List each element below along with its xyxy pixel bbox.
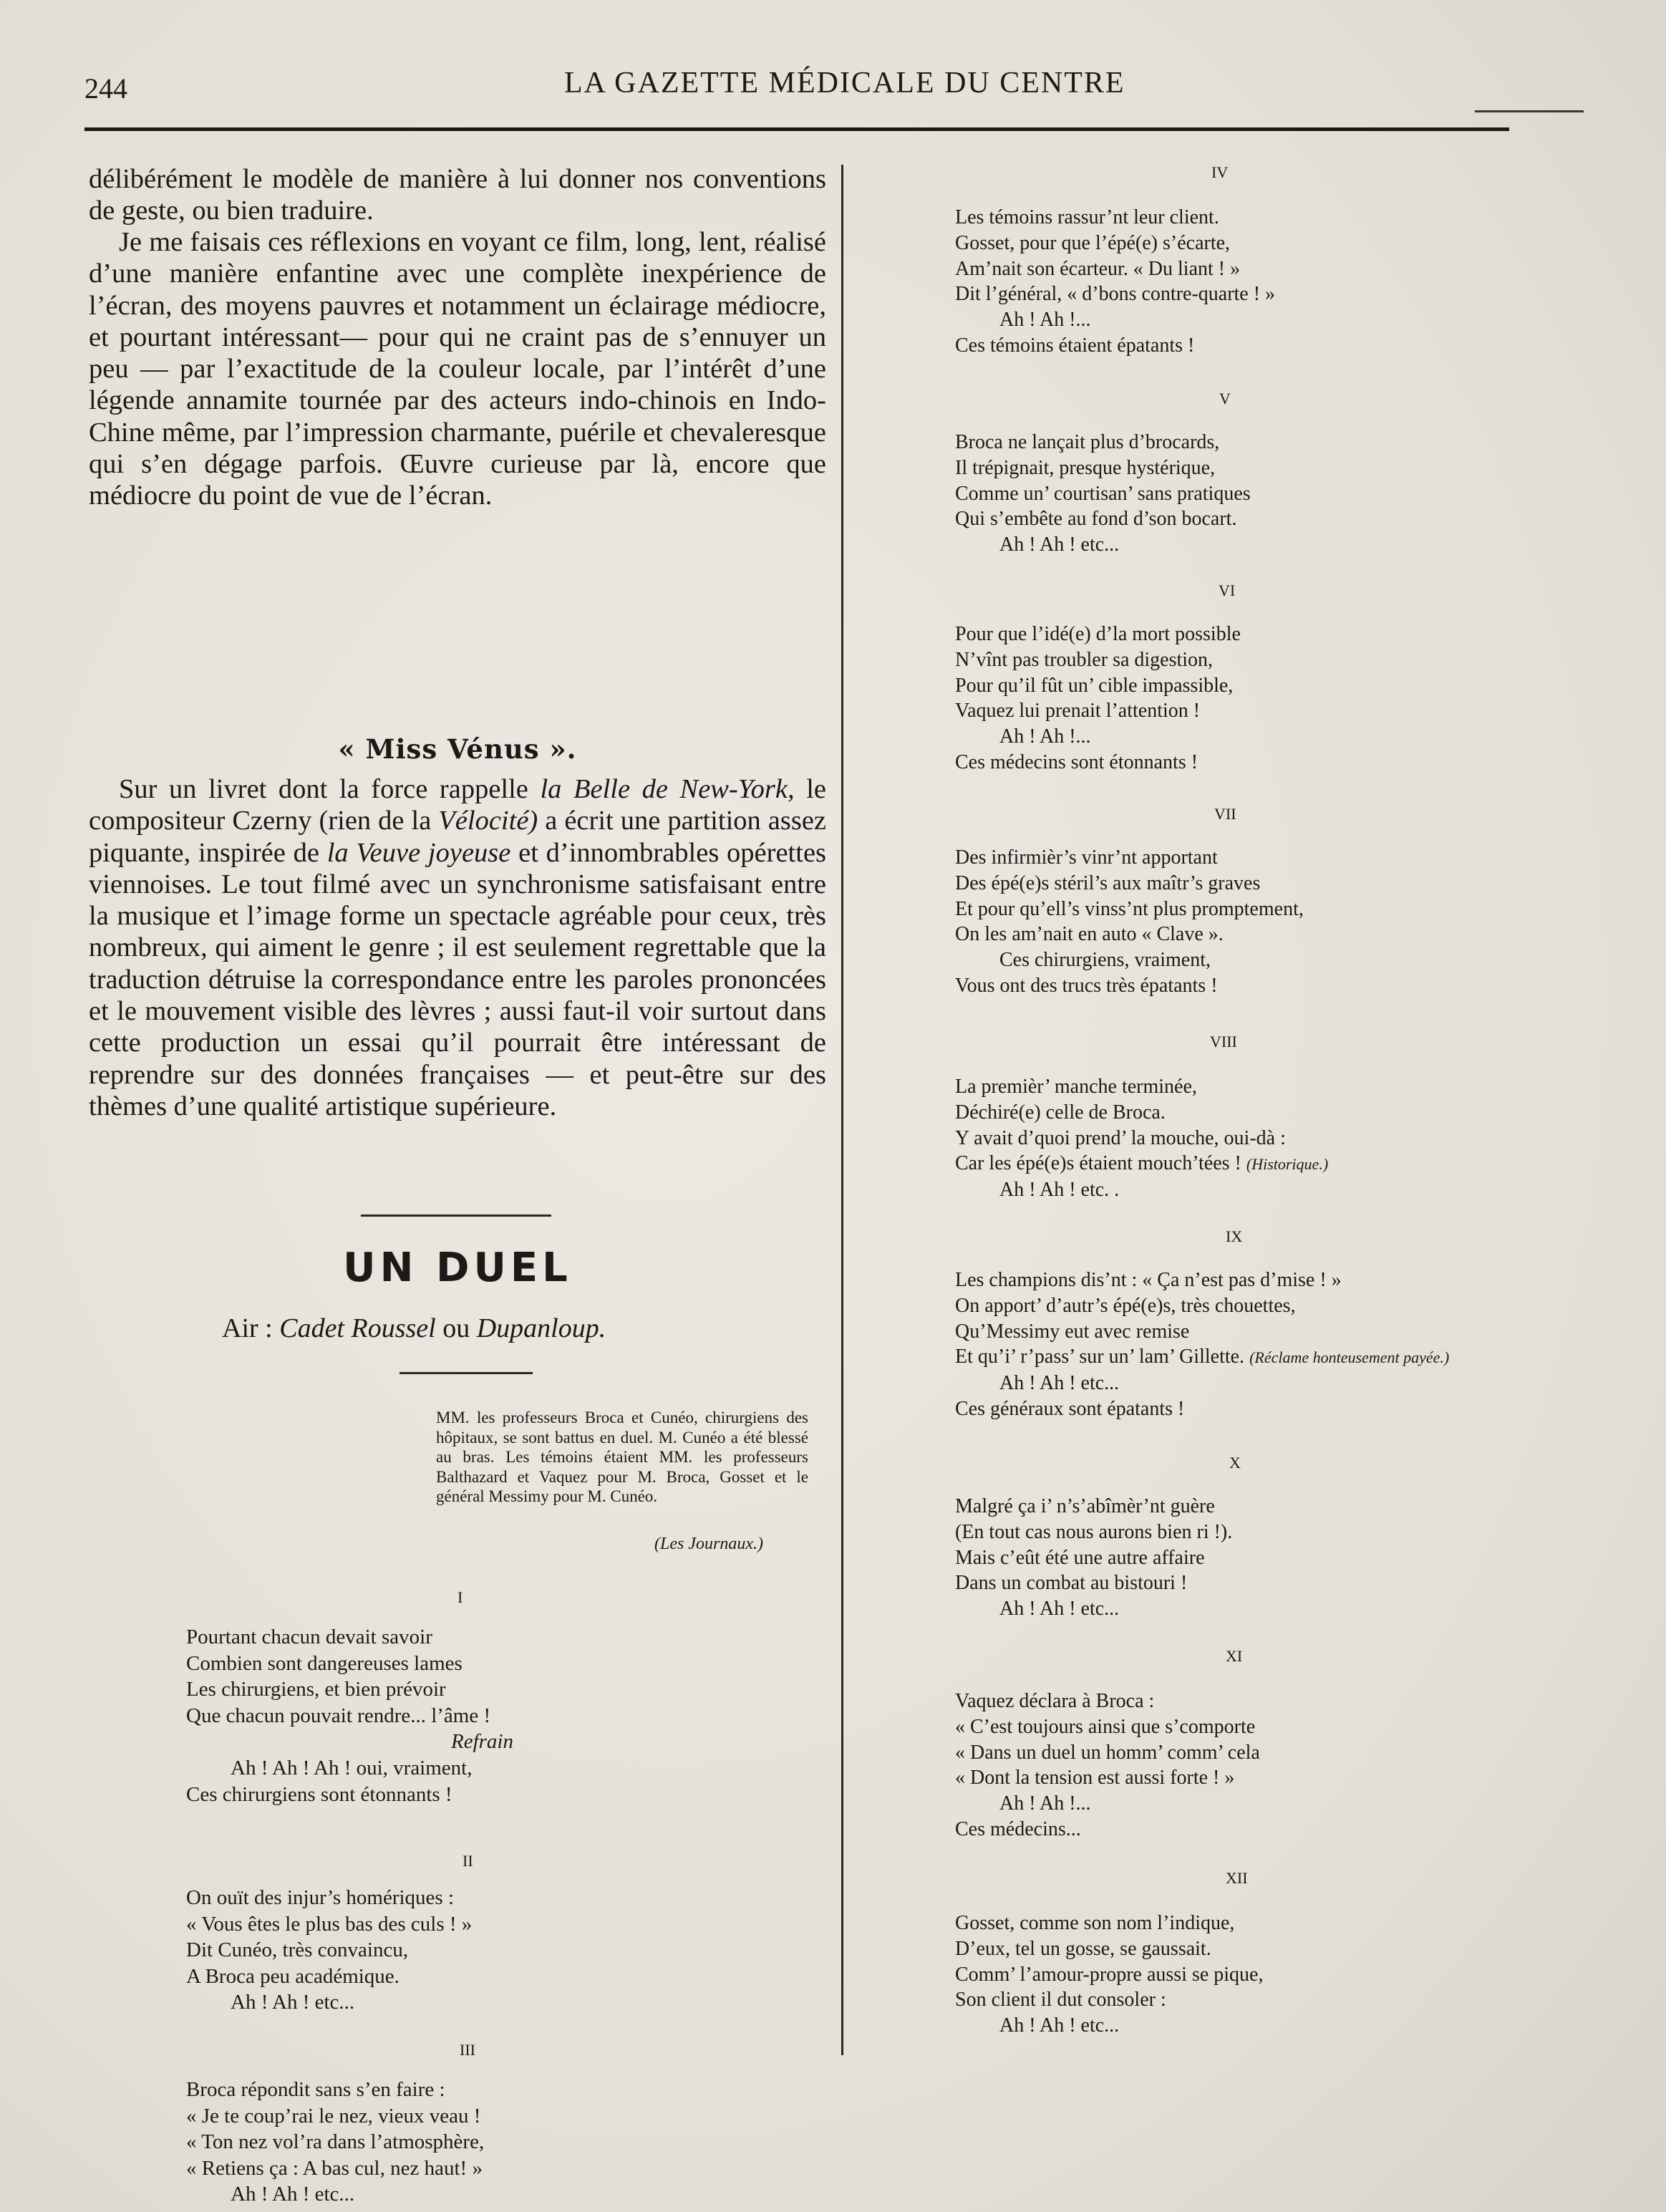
stanza-9 (955, 1267, 1449, 1422)
section-title-miss-venus: « Miss Vénus ». (338, 733, 577, 765)
paragraph-text: délibérément le modèle de manière à lui donner nos conventions de geste, ou bien traduire. (89, 164, 826, 226)
verse-line: Son client il dut consoler : (955, 1989, 1166, 2011)
tune-label: Air : (222, 1313, 280, 1343)
verse-line: Ah ! Ah ! etc... (999, 1598, 1120, 1621)
journal-title: LA GAZETTE MÉDICALE DU CENTRE (564, 67, 1125, 100)
verse-line: Les témoins rassur’nt leur client. (955, 206, 1219, 228)
verse-line: Ces témoins étaient épatants ! (955, 334, 1195, 357)
italic-run: Vélocité) (438, 806, 538, 836)
stanza-number: V (1219, 390, 1231, 407)
verse-line: « Retiens ça : A bas cul, nez haut! » (186, 2156, 483, 2180)
text-run: et d’innombrables opérettes viennoises. Le tout filmé avec un synchronisme satisfaisant entre la musique et l’image forme un spectacle agréable pour ceux, très nombreux, qui aiment le genre ; il est seulement regrettable que la traduction détruise la correspondance entre les paroles prononcées et le mouvement visible des lèvres ; aussi faut-il voir surtout dans cette production un essai qu’il pourrait être intéressant de reprendre sur des données françaises — et peut-être sur des thèmes d’une qualité artistique supérieure. (89, 837, 827, 1121)
tune-or: ou (435, 1313, 477, 1343)
verse-line: Vaquez déclara à Broca : (955, 1690, 1155, 1712)
verse-line: « Vous êtes le plus bas des culs ! » (186, 1912, 473, 1936)
verse-line: Ces médecins... (955, 1817, 1081, 1840)
verse-line: Qu’Messimy eut avec remise (955, 1320, 1190, 1343)
verse-line: Des épé(e)s stéril’s aux maîtr’s graves (955, 871, 1261, 894)
stanza-4 (955, 205, 1275, 359)
verse-line: Ah ! Ah ! Ah ! oui, vraiment, (231, 1756, 473, 1779)
italic-run: la Belle de New-York, (540, 774, 795, 804)
stanza-2 (186, 1885, 472, 2016)
verse-line: « Dont la tension est aussi forte ! » (955, 1767, 1235, 1790)
stanza-1 (186, 1624, 513, 1807)
verse-line: Broca ne lançait plus d’brocards, (955, 431, 1220, 453)
stanza-8 (955, 1074, 1328, 1203)
stanza-6 (955, 622, 1241, 776)
verse-line: « Dans un duel un homm’ comm’ cela (955, 1741, 1260, 1764)
verse-line: Mais c’eût été une autre affaire (955, 1546, 1205, 1569)
verse-line: Ah ! Ah ! etc... (999, 2014, 1120, 2037)
article-paragraph-1 (89, 163, 826, 227)
stanza-number: X (1229, 1454, 1241, 1472)
italic-run: la Veuve joyeuse (326, 837, 511, 868)
verse-line: Ah ! Ah ! etc... (999, 533, 1120, 556)
verse-line: Et pour qu’ell’s vinss’nt plus promptement, (955, 897, 1304, 920)
verse-line: Les chirurgiens, et bien prévoir (186, 1678, 446, 1701)
column-divider (841, 165, 843, 2055)
verse-line: La premièr’ manche terminée, (955, 1076, 1197, 1098)
verse-line: N’vînt pas troubler sa digestion, (955, 648, 1214, 671)
verse-text: Car les épé(e)s étaient mouch’tées ! (955, 1152, 1246, 1175)
verse-line: Que chacun pouvait rendre... l’âme ! (186, 1704, 491, 1727)
header-rule (84, 127, 1509, 131)
verse-line: Gosset, comme son nom l’indique, (955, 1912, 1235, 1934)
stanza-11 (955, 1689, 1260, 1842)
verse-text: Et qu’i’ r’pass’ sur un’ lam’ Gillette. (955, 1346, 1250, 1368)
verse-line: (En tout cas nous aurons bien ri !). (955, 1520, 1233, 1543)
verse-line: Qui s’embête au fond d’son bocart. (955, 508, 1237, 531)
stanza-number: VI (1219, 581, 1236, 599)
header-rule-right (1475, 110, 1584, 112)
stanza-12 (955, 1911, 1264, 2039)
verse-line: On apport’ d’autr’s épé(e)s, très chouettes, (955, 1294, 1296, 1317)
stanza-number: IX (1226, 1227, 1243, 1245)
verse-line: Ah ! Ah !... (999, 309, 1091, 332)
verse-line: Comme un’ courtisan’ sans pratiques (955, 482, 1251, 505)
verse-line: Pour qu’il fût un’ cible impassible, (955, 674, 1234, 697)
verse-note: (Réclame honteusement payée.) (1249, 1348, 1450, 1367)
stanza-number: VII (1214, 805, 1236, 823)
title-divider (399, 1372, 533, 1374)
verse-line: Malgré ça i’ n’s’abîmèr’nt guère (955, 1495, 1215, 1517)
verse-line: Ces médecins sont étonnants ! (955, 750, 1198, 773)
paragraph-text (89, 773, 826, 1122)
verse-line: Ah ! Ah ! etc... (999, 1372, 1120, 1395)
verse-line: Ces généraux sont épatants ! (955, 1397, 1185, 1420)
stanza-number: IV (1211, 163, 1229, 181)
verse-line: Am’nait son écarteur. « Du liant ! » (955, 257, 1241, 280)
poem-title: UN DUEL (343, 1245, 572, 1291)
verse-line: Les champions dis’nt : « Ça n’est pas d’mise ! » (955, 1269, 1342, 1291)
stanza-number: III (460, 2041, 475, 2059)
verse-line: « Je te coup’rai le nez, vieux veau ! (186, 2104, 481, 2128)
verse-line: Vaquez lui prenait l’attention ! (955, 700, 1201, 723)
verse-line: Ces chirurgiens sont étonnants ! (186, 1782, 452, 1806)
verse-line: On les am’nait en auto « Clave ». (955, 923, 1224, 946)
verse-line: Dans un combat au bistouri ! (955, 1572, 1188, 1595)
verse-line: Pour que l’idé(e) d’la mort possible (955, 623, 1241, 645)
verse-line: Ces chirurgiens, vraiment, (999, 949, 1211, 972)
verse-line (955, 1344, 1449, 1371)
text-run: le compositeur Czerny (rien de la (89, 774, 826, 836)
page-header (84, 66, 1588, 109)
stanza-5 (955, 430, 1251, 558)
stanza-7 (955, 845, 1304, 999)
paragraph-text: Je me faisais ces réflexions en voyant ce film, long, lent, réalisé d’une manière enfantine avec une complète inexpérience de l’écran, des moyens pauvres et notamment un éclairage médiocre, et pourtant intéressant— pour qui ne craint pas de s’ennuyer un peu — par l’exactitude de la couleur locale, par l’intérêt d’une légende annamite tournée par des acteurs indo-chinois en Indo-Chine même, par l’impression charmante, puérile et chevaleresque qui s’en dégage parfois. Œuvre curieuse par là, encore que médiocre du point de vue de l’écran. (89, 227, 826, 511)
verse-line: Combien sont dangereuses lames (186, 1651, 462, 1675)
stanza-number: XI (1226, 1647, 1243, 1665)
poem-epigraph: MM. les professeurs Broca et Cunéo, chirurgiens des hôpitaux, se sont battus en duel. M. Cunéo a été blessé au bras. Les témoins étaient MM. les professeurs Balthazard et Vaquez pour M. Broca, Gosset et le général Messimy pour M. Cunéo. (436, 1409, 808, 1505)
refrain-label: Refrain (451, 1730, 513, 1754)
stanza-number: I (457, 1588, 463, 1606)
verse-line: Ah ! Ah !... (999, 725, 1091, 748)
verse-line: On ouït des injur’s homériques : (186, 1886, 455, 1909)
verse-line: Ah ! Ah ! etc. . (999, 1179, 1120, 1202)
verse-line: Il trépignait, presque hystérique, (955, 456, 1216, 479)
tune-name: Cadet Roussel (279, 1313, 436, 1343)
verse-line: D’eux, tel un gosse, se gaussait. (955, 1937, 1211, 1960)
verse-line: « Ton nez vol’ra dans l’atmosphère, (186, 2130, 485, 2154)
poem-tune (222, 1313, 606, 1344)
stanza-3 (186, 2077, 484, 2208)
verse-line: Comm’ l’amour-propre aussi se pique, (955, 1963, 1264, 1986)
verse-note: (Historique.) (1246, 1155, 1329, 1174)
stanza-number: II (462, 1852, 473, 1870)
verse-line: Dit l’général, « d’bons contre-quarte ! » (955, 283, 1276, 306)
page-number: 244 (84, 72, 127, 105)
verse-line: Vous ont des trucs très épatants ! (955, 974, 1218, 997)
verse-line (955, 1151, 1328, 1177)
verse-line: Dit Cunéo, très convaincu, (186, 1938, 409, 1962)
article-paragraph-2 (89, 226, 826, 512)
verse-line: A Broca peu académique. (186, 1964, 399, 1988)
verse-line: Y avait d’quoi prend’ la mouche, oui-dà : (955, 1126, 1286, 1149)
verse-line: Des infirmièr’s vinr’nt apportant (955, 846, 1218, 869)
article-paragraph-3 (89, 773, 826, 1122)
text-run: a écrit une partition assez piquante, inspirée de (89, 806, 826, 868)
tune-name: Dupanloup. (476, 1313, 606, 1343)
epigraph-source: (Les Journaux.) (654, 1535, 763, 1553)
verse-line: Déchiré(e) celle de Broca. (955, 1101, 1166, 1124)
verse-line: Ah ! Ah ! etc... (231, 2183, 355, 2206)
stanza-number: XII (1226, 1869, 1248, 1887)
verse-line: Ah ! Ah !... (999, 1792, 1091, 1815)
section-divider (361, 1214, 551, 1217)
verse-line: Ah ! Ah ! etc... (231, 1991, 355, 2014)
text-run: Sur un livret dont la force rappelle (119, 774, 541, 804)
stanza-number: VIII (1210, 1033, 1237, 1051)
stanza-10 (955, 1494, 1232, 1622)
verse-line: Gosset, pour que l’épé(e) s’écarte, (955, 231, 1231, 254)
verse-line: Broca répondit sans s’en faire : (186, 2078, 445, 2101)
verse-line: Pourtant chacun devait savoir (186, 1626, 432, 1648)
verse-line: « C’est toujours ainsi que s’comporte (955, 1715, 1256, 1738)
